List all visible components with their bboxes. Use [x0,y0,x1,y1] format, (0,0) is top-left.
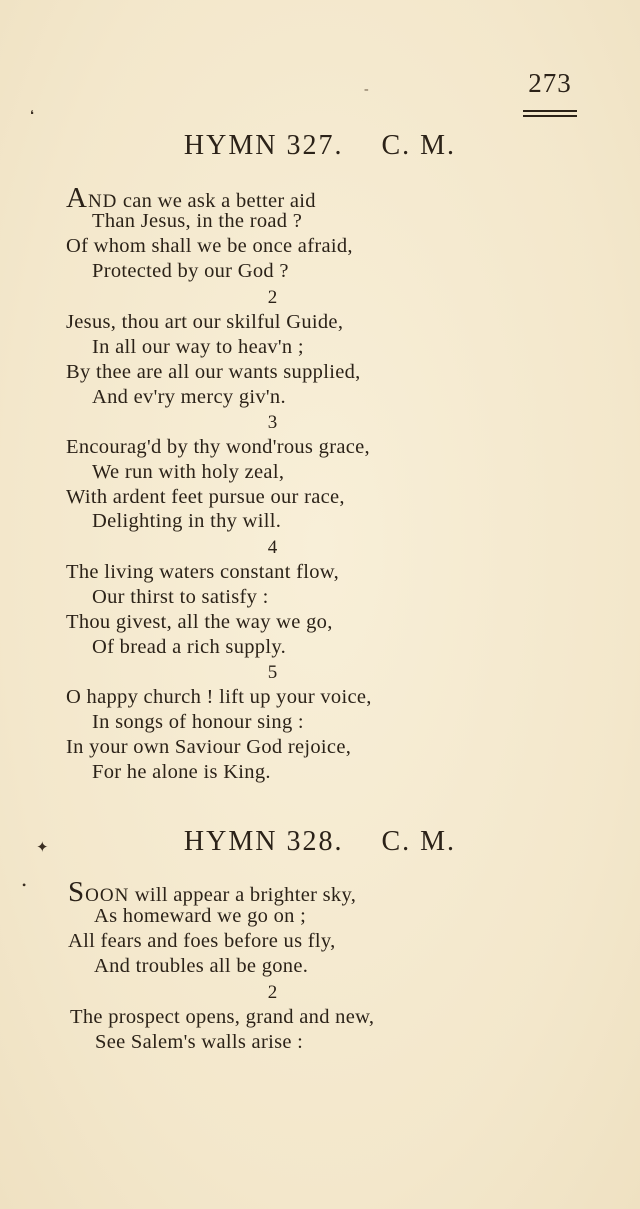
hymn-line: Delighting in thy will. [92,510,282,532]
hymn-line: For he alone is King. [92,761,271,783]
line-text: can we ask a better aid [117,190,316,212]
stanza-number: 4 [267,537,278,558]
hymn-line: Jesus, thou art our skilful Guide, [66,311,344,333]
ink-speck: ✦ [36,840,49,856]
stanza-number: 5 [267,662,278,683]
stanza-number: 2 [267,287,278,308]
header-rule [523,110,577,112]
small-caps: OON [85,885,130,906]
hymn-line: The prospect opens, grand and new, [70,1006,375,1028]
hymn-line: With ardent feet pursue our race, [66,486,345,508]
hymn-line: Of bread a rich supply. [92,636,286,658]
hymn-title [0,130,640,162]
hymn-meter: C. M. [381,826,457,857]
hymn-line: Encourag'd by thy wond'rous grace, [66,436,370,458]
hymn-line: In your own Saviour God rejoice, [66,736,352,758]
drop-cap: S [68,876,86,908]
hymn-line: All fears and foes before us fly, [68,930,336,952]
hymn-line: In all our way to heav'n ; [92,336,304,358]
hymn-line: Our thirst to satisfy : [92,586,269,608]
stanza-number: 3 [267,412,278,433]
hymn-line: See Salem's walls arise : [95,1031,304,1053]
hymn-line: In songs of honour sing : [92,711,304,733]
hymn-number: HYMN 327. [183,130,344,161]
small-caps: ND [87,191,118,212]
hymn-line: And troubles all be gone. [94,955,309,977]
hymn-line: The living waters constant flow, [66,561,339,583]
stanza-number: 2 [267,982,278,1003]
hymn-line: As homeward we go on ; [94,905,307,927]
print-mark: - [364,82,369,97]
page-number: 273 [528,68,572,98]
hymn-line: By thee are all our wants supplied, [66,361,361,383]
drop-cap: A [66,182,88,214]
ink-speck: • [22,878,27,892]
ink-speck: ❛ [30,108,34,122]
hymn-line: O happy church ! lift up your voice, [66,686,372,708]
hymn-meter: C. M. [381,130,457,161]
hymn-line: And ev'ry mercy giv'n. [92,386,286,408]
hymn-line: Of whom shall we be once afraid, [66,235,353,257]
hymn-line: Protected by our God ? [92,260,289,282]
hymn-line: We run with holy zeal, [92,461,285,483]
hymn-number: HYMN 328. [183,826,344,857]
hymn-line: Thou givest, all the way we go, [66,611,333,633]
line-text: will appear a brighter sky, [129,884,357,906]
hymn-title [0,826,640,858]
header-rule [523,115,577,117]
hymn-line: Than Jesus, in the road ? [92,210,303,232]
